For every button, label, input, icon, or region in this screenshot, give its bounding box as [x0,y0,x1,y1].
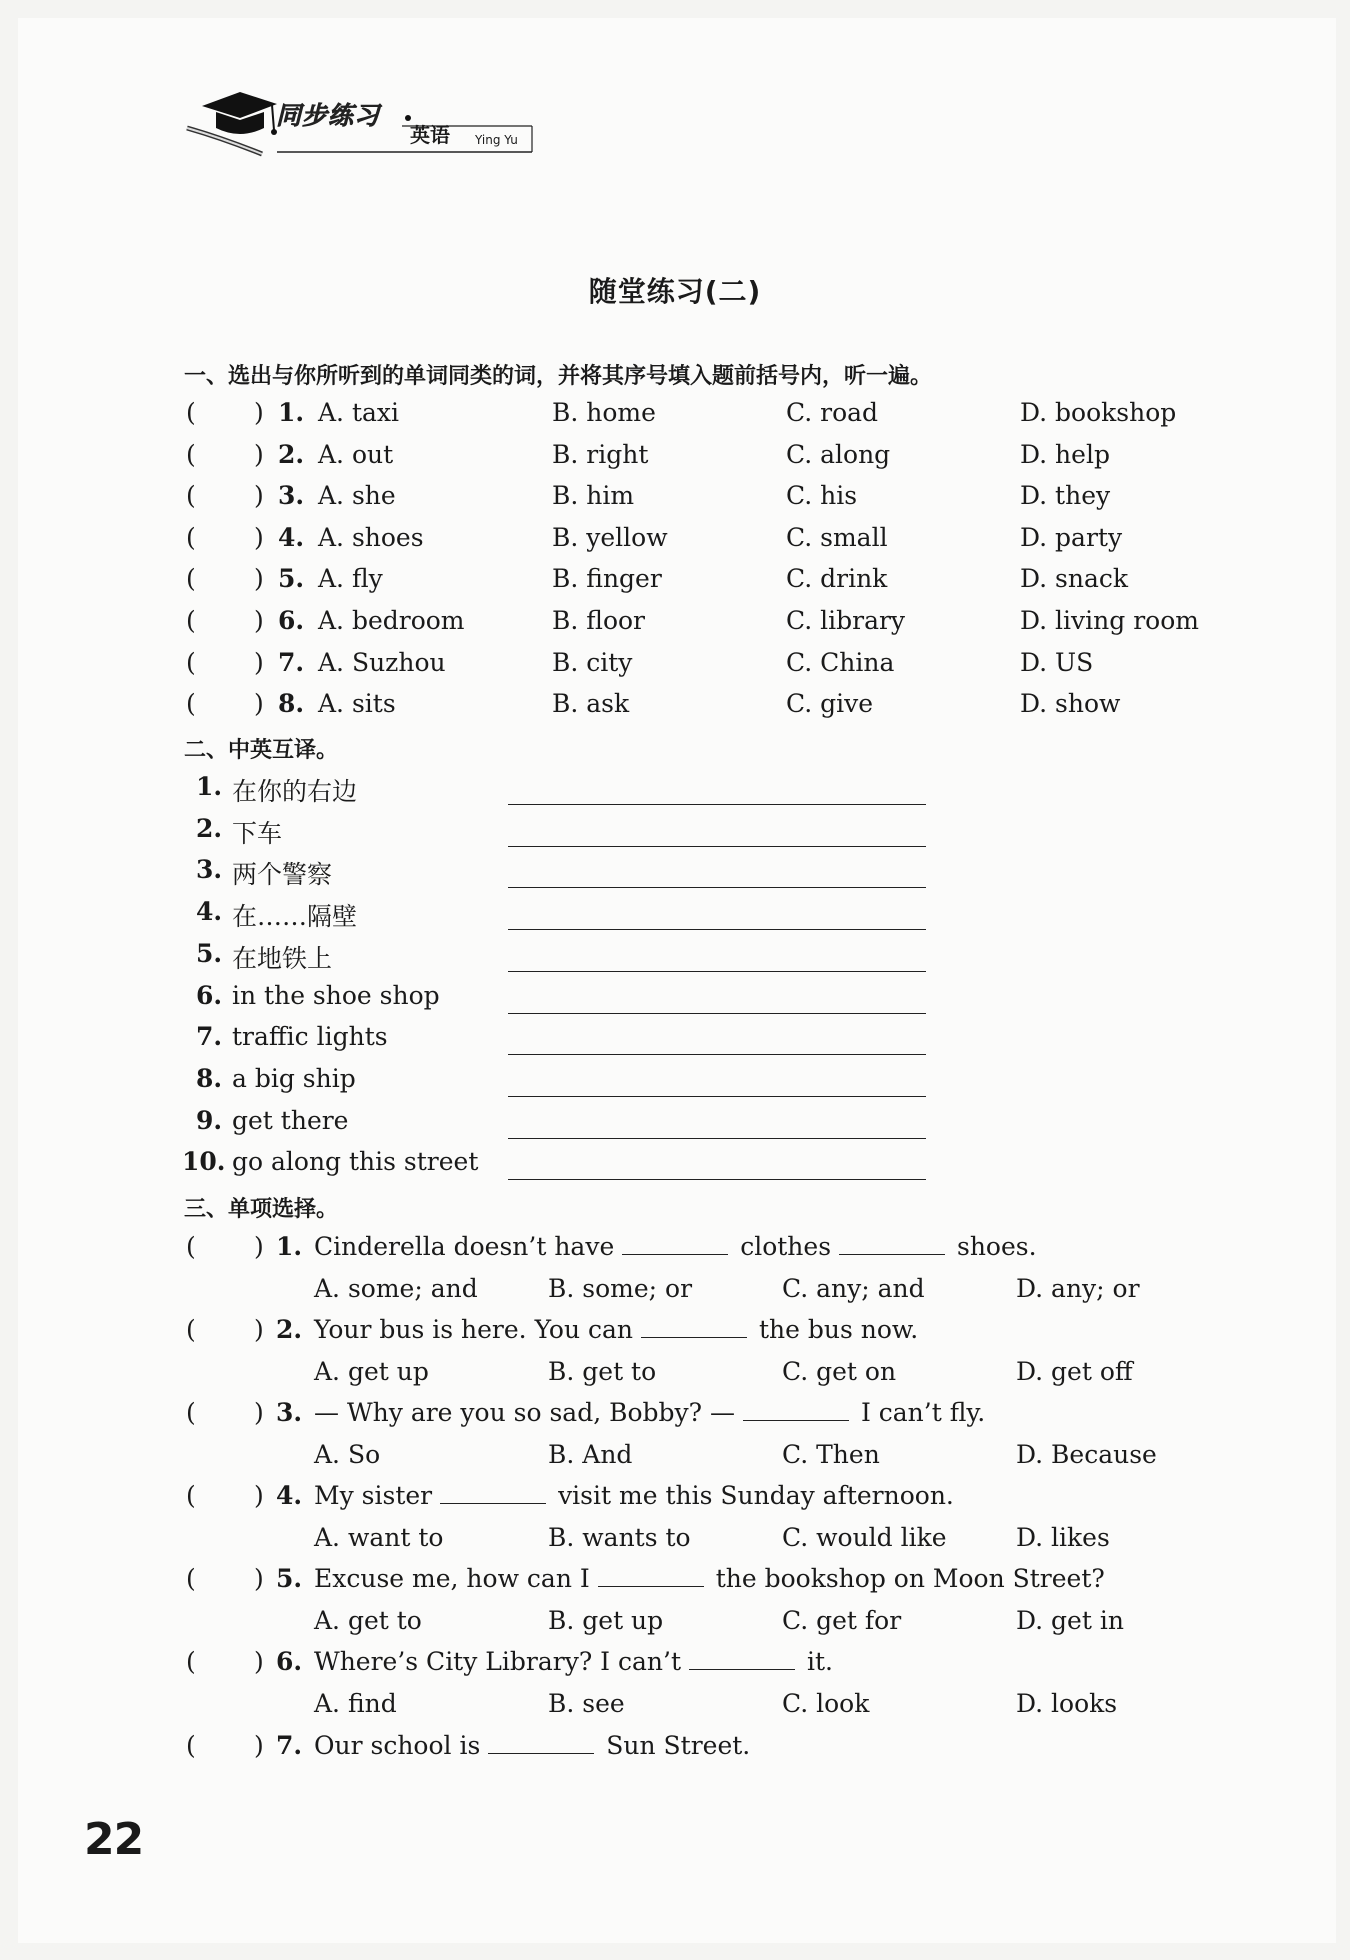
listening-row [0,398,1350,438]
option-d: D. snack [1020,564,1129,594]
stem-text: I can’t fly. [860,1398,986,1427]
fill-blank[interactable] [839,1236,945,1255]
choice-question [0,1731,1350,1771]
page-number: 22 [84,1814,144,1865]
option-b: B. ask [552,689,630,719]
translation-number: 2. [196,813,223,843]
choice-options [0,1689,1350,1729]
question-number: 8. [278,689,305,719]
option-a: A. she [318,481,396,511]
translation-number: 5. [196,938,223,968]
question-number: 1. [276,1232,303,1261]
fill-blank[interactable] [488,1735,594,1754]
choice-question [0,1315,1350,1355]
option-a: A. fly [318,564,383,594]
choice-question [0,1564,1350,1604]
choice-question [0,1232,1350,1272]
translation-number: 7. [196,1022,223,1052]
question-stem [314,1731,750,1760]
stem-text: Our school is [314,1731,489,1760]
question-stem [314,1647,833,1676]
translation-number: 4. [196,897,223,927]
answer-paren-left[interactable]: ( [186,439,196,469]
answer-paren-left[interactable]: ( [186,1232,196,1261]
answer-paren-left[interactable]: ( [186,564,196,594]
listening-row [0,564,1350,604]
fill-blank[interactable] [641,1319,747,1338]
option-d: D. US [1020,647,1094,677]
translation-number: 3. [196,855,223,885]
answer-line[interactable] [508,887,926,888]
translation-number: 10. [182,1147,226,1177]
stem-text: Sun Street. [606,1731,751,1760]
translation-prompt: 在……隔壁 [232,902,358,932]
answer-paren-left[interactable]: ( [186,522,196,552]
option-c: C. his [786,481,858,511]
choice-options [0,1606,1350,1646]
option-d: D. Because [1016,1439,1157,1469]
fill-blank[interactable] [440,1485,546,1504]
answer-line[interactable] [508,1138,926,1139]
stem-text: the bus now. [758,1315,919,1344]
option-b: B. And [548,1439,633,1469]
answer-paren-left[interactable]: ( [186,606,196,635]
translation-prompt: in the shoe shop [232,980,440,1010]
option-c: C. give [786,689,874,719]
answer-paren-right: ) [254,606,264,635]
option-d: D. bookshop [1020,398,1177,427]
answer-paren-right: ) [254,1481,264,1510]
option-d: D. living room [1020,606,1199,635]
stem-text: Your bus is here. You can [314,1315,641,1344]
listening-row [0,481,1350,521]
question-number: 1. [278,398,305,427]
option-a: A. some; and [314,1273,478,1303]
question-number: 4. [276,1481,303,1510]
stem-text: clothes [740,1232,839,1261]
answer-line[interactable] [508,1054,926,1055]
answer-line[interactable] [508,846,926,847]
answer-paren-right: ) [254,481,264,511]
option-a: A. get up [314,1356,429,1386]
question-number: 6. [278,606,305,635]
translation-prompt: a big ship [232,1063,356,1093]
translation-prompt: 下车 [232,818,283,848]
answer-paren-left[interactable]: ( [186,1481,196,1510]
question-number: 7. [278,647,305,677]
option-d: D. likes [1016,1522,1110,1552]
option-a: A. out [318,439,394,469]
subject-label: 英语 [410,123,450,147]
question-number: 3. [276,1398,303,1427]
answer-paren-left[interactable]: ( [186,1731,196,1760]
option-c: C. small [786,522,888,552]
translation-number: 1. [196,772,223,801]
option-b: B. home [552,398,656,427]
answer-paren-right: ) [254,439,264,469]
answer-paren-right: ) [254,1398,264,1427]
translation-number: 6. [196,980,223,1010]
stem-text: Cinderella doesn’t have [314,1232,623,1261]
section-translation-heading: 二、中英互译。 [184,738,339,763]
option-d: D. party [1020,522,1123,552]
option-b: B. floor [552,606,645,635]
answer-paren-right: ) [254,1315,264,1344]
translation-prompt: 两个警察 [232,860,333,890]
option-b: B. him [552,481,635,511]
listening-row [0,648,1350,688]
translation-prompt: go along this street [232,1147,479,1177]
stem-text: it. [806,1647,833,1676]
option-b: B. some; or [548,1273,693,1303]
option-a: A. sits [318,689,396,719]
answer-paren-left[interactable]: ( [186,647,196,677]
option-c: C. China [786,647,895,677]
option-b: B. finger [552,564,662,594]
option-c: C. along [786,439,891,469]
translation-prompt: get there [232,1105,349,1135]
option-b: B. yellow [552,522,668,552]
answer-line[interactable] [508,1179,926,1180]
answer-paren-right: ) [254,564,264,594]
translation-prompt: 在你的右边 [232,777,358,806]
answer-paren-right: ) [254,1731,264,1760]
choice-question [0,1398,1350,1438]
stem-text: — Why are you so sad, Bobby? — [314,1398,743,1427]
option-c: C. look [782,1688,870,1718]
question-stem [314,1564,1105,1593]
question-number: 2. [278,439,305,469]
answer-paren-left[interactable]: ( [186,481,196,511]
listening-row [0,689,1350,729]
choice-question [0,1481,1350,1521]
answer-line[interactable] [508,1013,926,1014]
fill-blank[interactable] [598,1568,704,1587]
answer-paren-left[interactable]: ( [186,1315,196,1344]
answer-line[interactable] [508,1096,926,1097]
page-title: 随堂练习(二) [588,275,762,308]
option-b: B. wants to [548,1522,691,1552]
answer-paren-left[interactable]: ( [186,398,196,427]
section-choice-heading: 三、单项选择。 [184,1197,339,1222]
stem-text: the bookshop on Moon Street? [715,1564,1105,1593]
translation-number: 8. [196,1063,223,1093]
choice-options [0,1357,1350,1397]
question-number: 7. [276,1731,303,1760]
fill-blank[interactable] [622,1236,728,1255]
question-number: 3. [278,481,305,511]
option-b: B. right [552,439,649,469]
answer-paren-left[interactable]: ( [186,689,196,719]
stem-text: shoes. [956,1232,1037,1261]
choice-options [0,1440,1350,1480]
listening-row [0,606,1350,646]
option-c: C. get on [782,1356,897,1386]
option-c: C. library [786,606,906,635]
translation-prompt: traffic lights [232,1022,388,1052]
option-c: C. would like [782,1522,947,1552]
option-c: C. Then [782,1439,880,1469]
answer-line[interactable] [508,804,926,805]
answer-paren-right: ) [254,398,264,427]
option-a: A. So [314,1439,381,1469]
question-number: 4. [278,522,305,552]
stem-text: Excuse me, how can I [314,1564,598,1593]
choice-question [0,1647,1350,1687]
question-stem [314,1315,918,1344]
question-stem [314,1481,954,1510]
fill-blank[interactable] [743,1402,849,1421]
option-d: D. looks [1016,1688,1118,1718]
question-number: 5. [278,564,305,594]
question-stem [314,1232,1037,1261]
fill-blank[interactable] [689,1651,795,1670]
option-c: C. road [786,398,879,427]
choice-options [0,1274,1350,1314]
choice-options [0,1523,1350,1563]
option-d: D. they [1020,481,1111,511]
answer-paren-right: ) [254,1647,264,1676]
listening-row [0,523,1350,563]
option-c: C. drink [786,564,888,594]
option-d: D. help [1020,439,1110,469]
option-a: A. get to [314,1605,422,1635]
option-d: D. get in [1016,1605,1124,1635]
listening-row [0,440,1350,480]
option-a: A. want to [314,1522,444,1552]
answer-paren-right: ) [254,522,264,552]
option-c: C. any; and [782,1273,925,1303]
option-a: A. bedroom [318,606,465,635]
answer-line[interactable] [508,929,926,930]
translation-prompt: 在地铁上 [232,943,333,973]
question-number: 5. [276,1564,303,1593]
stem-text: Where’s City Library? I can’t [314,1647,689,1676]
translation-number: 9. [196,1105,223,1135]
stem-text: visit me this Sunday afternoon. [558,1481,954,1510]
option-d: D. show [1020,689,1121,719]
question-number: 6. [276,1647,303,1676]
answer-line[interactable] [508,971,926,972]
answer-paren-left[interactable]: ( [186,1398,196,1427]
option-a: A. shoes [318,522,424,552]
answer-paren-right: ) [254,1564,264,1593]
option-b: B. get up [548,1605,664,1635]
option-a: A. taxi [318,398,399,427]
question-number: 2. [276,1315,303,1344]
stem-text: My sister [314,1481,441,1510]
option-a: A. find [314,1688,397,1718]
option-d: D. any; or [1016,1273,1140,1303]
section-listening-heading: 一、选出与你所听到的单词同类的词，并将其序号填入题前括号内，听一遍。 [184,364,933,389]
option-b: B. city [552,647,633,677]
option-b: B. see [548,1688,625,1718]
answer-paren-left[interactable]: ( [186,1647,196,1676]
option-b: B. get to [548,1356,657,1386]
question-stem [314,1398,985,1427]
option-c: C. get for [782,1605,902,1635]
option-a: A. Suzhou [318,647,446,677]
option-d: D. get off [1016,1356,1133,1386]
series-title: 同步练习 [276,101,381,130]
answer-paren-right: ) [254,1232,264,1261]
answer-paren-right: ) [254,647,264,677]
answer-paren-right: ) [254,689,264,719]
answer-paren-left[interactable]: ( [186,1564,196,1593]
subject-pinyin: Ying Yu [475,133,518,147]
